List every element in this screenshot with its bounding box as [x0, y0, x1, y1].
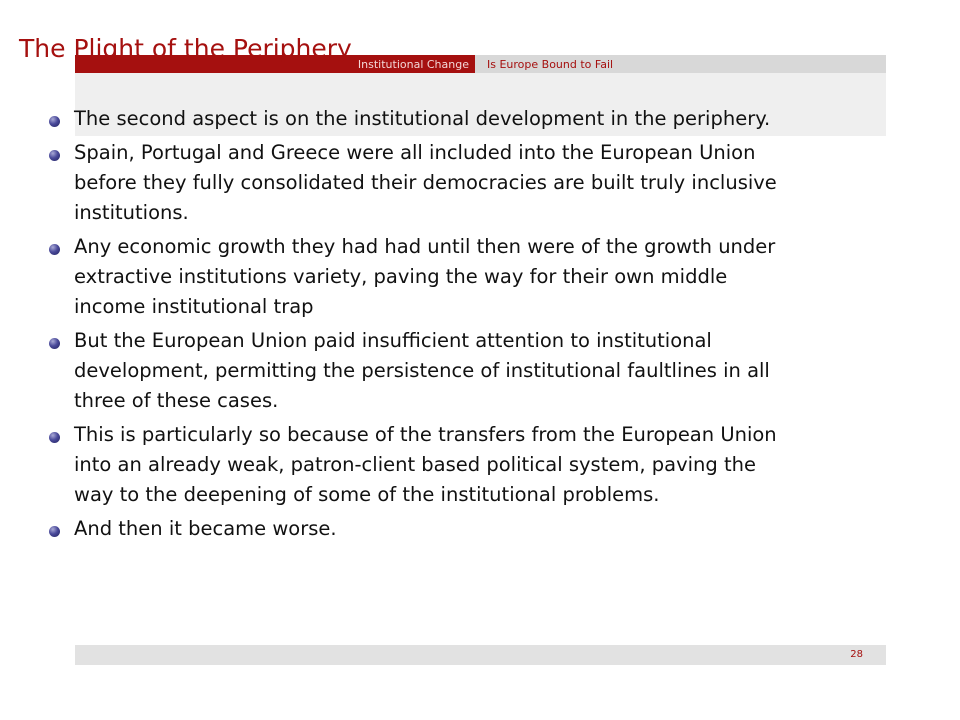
list-item-text: Any economic growth they had had until then were of the growth under extractive institutions variety, paving the way for their own middle income institutional trap	[74, 235, 776, 318]
list-item	[48, 138, 793, 228]
bullet-icon	[49, 150, 60, 161]
bullet-icon	[49, 432, 60, 443]
list-item	[48, 326, 793, 416]
bullet-list	[48, 104, 793, 548]
list-item	[48, 232, 793, 322]
bullet-icon	[49, 116, 60, 127]
list-item-text: The second aspect is on the institutional development in the periphery.	[74, 107, 771, 130]
headline-subsection-link[interactable]: Is Europe Bound to Fail	[487, 57, 614, 71]
frame-title: The Plight of the Periphery	[19, 34, 352, 63]
list-item	[48, 104, 793, 134]
list-item	[48, 420, 793, 510]
list-item-text: This is particularly so because of the transfers from the European Union into an already weak, patron-client based political system, paving the way to the deepening of some of the institutional problems.	[74, 423, 777, 506]
list-item-text: And then it became worse.	[74, 517, 337, 540]
list-item-text: But the European Union paid insufficient attention to institutional development, permitting the persistence of institutional faultlines in all three of these cases.	[74, 329, 770, 412]
bullet-icon	[49, 338, 60, 349]
list-item-text: Spain, Portugal and Greece were all included into the European Union before they fully consolidated their democracies are built truly inclusive institutions.	[74, 141, 777, 224]
bullet-icon	[49, 244, 60, 255]
page-number: 28	[850, 649, 863, 660]
headline-section-link[interactable]: Institutional Change	[357, 57, 469, 71]
footer-bar	[75, 645, 886, 665]
headline-subsection-cell	[475, 55, 886, 73]
list-item	[48, 514, 793, 544]
bullet-icon	[49, 526, 60, 537]
